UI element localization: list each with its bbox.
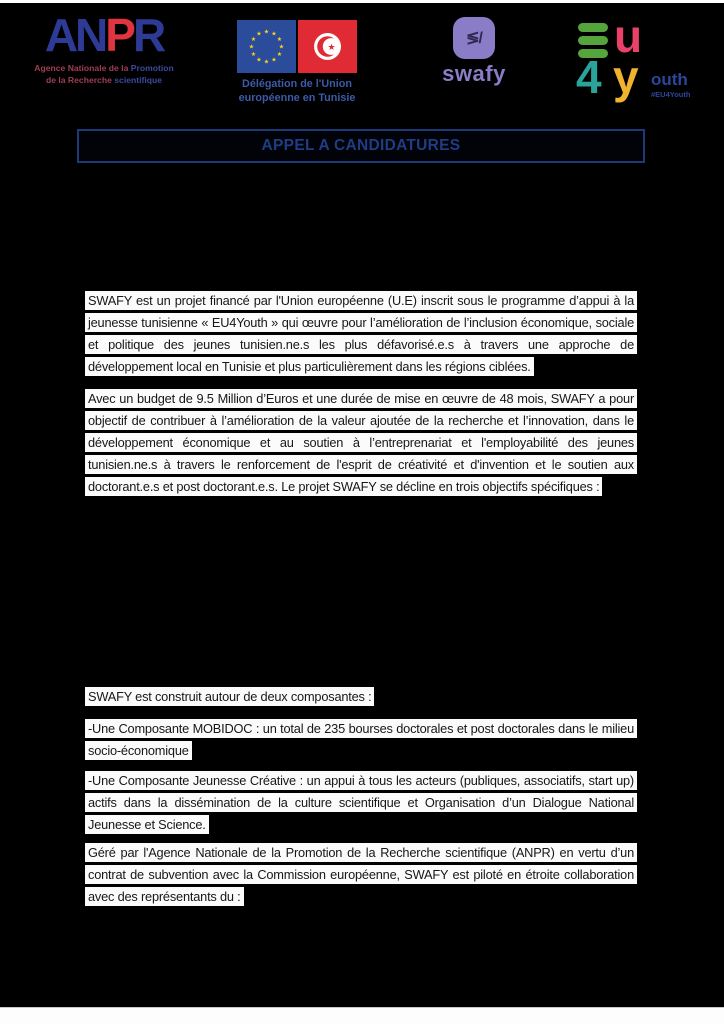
- paragraph-composantes-intro: [85, 686, 637, 708]
- tunisia-flag-icon: [298, 20, 357, 73]
- anpr-subtitle-line1b: Promotion: [130, 62, 174, 73]
- eu-delegation-caption-line1: Délégation de l'Union: [242, 78, 352, 90]
- anpr-subtitle-line2b: scientifique: [114, 74, 163, 85]
- svg-text:★: ★: [276, 51, 283, 59]
- swafy-app-icon: [453, 17, 495, 59]
- anpr-subtitle: [24, 62, 184, 86]
- eu-flag-icon: [237, 20, 296, 73]
- svg-text:★: ★: [250, 36, 257, 44]
- anpr-subtitle-line2a: de la Recherche: [45, 74, 115, 85]
- anpr-subtitle-line1a: Agence Nationale de la: [34, 62, 131, 73]
- paragraph-composante-mobidoc: [85, 718, 637, 762]
- page-title: APPEL A CANDIDATURES: [261, 137, 461, 154]
- svg-text:★: ★: [263, 28, 270, 36]
- svg-text:★: ★: [263, 58, 270, 66]
- anpr-wordmark: [24, 9, 184, 61]
- eu-delegation-logo: [234, 20, 360, 105]
- paragraph-budget: [85, 388, 637, 498]
- eu-delegation-caption-line2: européenne en Tunisie: [238, 92, 356, 105]
- swafy-icon-glyph: ≶/: [466, 30, 482, 47]
- paragraph-intro: [85, 290, 637, 378]
- svg-text:★: ★: [250, 51, 257, 59]
- svg-text:★: ★: [327, 43, 336, 53]
- anpr-letter-r: R: [132, 9, 164, 61]
- eu4youth-suffix: outh: [651, 70, 688, 89]
- paragraph-composante-jeunesse-text: -Une Composante Jeunesse Créative : un appui à tous les acteurs (publiques, associatifs, start up) actifs dans la dissémination de la culture scientifique et Organisation d’un Dialogue National Jeunesse et Science.: [85, 771, 637, 834]
- svg-text:★: ★: [271, 56, 277, 64]
- anpr-letter-p: P: [105, 9, 133, 61]
- anpr-logo: [24, 9, 184, 86]
- flags-row: [234, 20, 360, 73]
- page-bottom-edge: [0, 1007, 724, 1024]
- title-banner: [77, 129, 645, 163]
- svg-text:★: ★: [278, 43, 285, 51]
- eu-delegation-caption: [234, 77, 360, 105]
- eu4youth-logo: [576, 10, 712, 103]
- svg-text:★: ★: [248, 43, 255, 51]
- eu4youth-letter-y: y: [613, 51, 639, 103]
- paragraph-gestion: [85, 842, 637, 908]
- document-body: [85, 290, 637, 908]
- svg-text:★: ★: [276, 36, 283, 44]
- paragraph-composante-mobidoc-text: -Une Composante MOBIDOC : un total de 235 bourses doctorales et post doctorales dans le milieu socio-économique: [85, 719, 637, 760]
- svg-text:★: ★: [256, 30, 262, 38]
- svg-text:★: ★: [271, 30, 277, 38]
- paragraph-composante-jeunesse: [85, 770, 637, 836]
- anpr-letters-an: AN: [44, 9, 106, 61]
- paragraph-intro-text: SWAFY est un projet financé par l'Union européenne (U.E) inscrit sous le programme d’appui à la jeunesse tunisienne « EU4Youth » qui œuvre pour l’amélioration de l’inclusion économique, sociale et politique des jeunes tunisien.ne.s les plus défavorisé.e.s à travers une approche de développement local en Tunisie et plus particulièrement dans les régions ciblées.: [85, 291, 637, 376]
- eu4youth-hashtag: #EU4Youth: [651, 90, 691, 99]
- swafy-logo: [436, 17, 512, 87]
- swafy-wordmark: swafy: [442, 61, 506, 86]
- svg-text:★: ★: [256, 56, 262, 64]
- paragraph-composantes-intro-text: SWAFY est construit autour de deux composantes :: [85, 687, 374, 706]
- eu4youth-letter-4: 4: [576, 51, 602, 103]
- paragraph-budget-text: Avec un budget de 9.5 Million d’Euros et une durée de mise en œuvre de 48 mois, SWAFY a pour objectif de contribuer à l’amélioration de la valeur ajoutée de la recherche et l’innovation, dans le développement économique et au soutien à l’entreprenariat et l'employabilité des jeunes tunisien.ne.s à travers le renforcement de l'esprit de créativité et d'invention et le soutien aux doctorant.e.s et post doctorant.e.s. Le projet SWAFY se décline en trois objectifs spécifiques :: [85, 389, 637, 496]
- page-top-edge: [0, 0, 724, 3]
- paragraph-gestion-text: Géré par l'Agence Nationale de la Promotion de la Recherche scientifique (ANPR) en vertu d’un contrat de subvention avec la Commission européenne, SWAFY est piloté en étroite collaboration avec des représentants du :: [85, 843, 637, 906]
- eu4youth-letter-u: u: [614, 10, 643, 62]
